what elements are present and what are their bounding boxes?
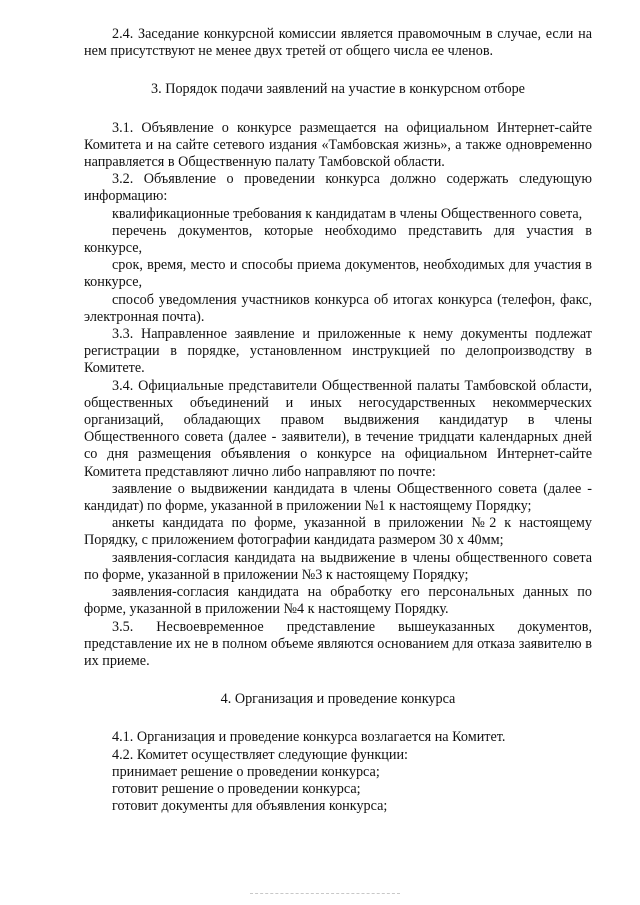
scan-artifact-line <box>250 893 400 895</box>
list-item-3-2-notification: способ уведомления участников конкурса об итогах конкурса (телефон, факс, электронная почта). <box>84 291 592 325</box>
paragraph-3-3: 3.3. Направленное заявление и приложенные к нему документы подлежат регистрации в порядке, установленном инструкцией по делопроизводству в Комитете. <box>84 326 592 377</box>
paragraph-3-5: 3.5. Несвоевременное представление вышеуказанных документов, представление их не в полном объеме являются основанием для отказа заявителю в их приеме. <box>84 618 592 669</box>
section-3-heading: 3. Порядок подачи заявлений на участие в конкурсном отборе <box>151 81 525 98</box>
section-4-heading: 4. Организация и проведение конкурса <box>220 691 456 708</box>
list-item-3-2-requirements: квалификационные требования к кандидатам в члены Общественного совета, <box>112 205 583 222</box>
list-item-3-2-terms: срок, время, место и способы приема документов, необходимых для участия в конкурсе, <box>84 257 592 291</box>
list-item-3-4-questionnaire: анкеты кандидата по форме, указанной в приложении №2 к настоящему Порядку, с приложением фотографии кандидата размером 30 х 40мм; <box>84 515 592 549</box>
list-item-3-4-consent-data: заявления-согласия кандидата на обработку его персональных данных по форме, указанной в приложении №4 к настоящему Порядку. <box>84 584 592 618</box>
paragraph-3-1: 3.1. Объявление о конкурсе размещается на официальном Интернет-сайте Комитета и на сайте сетевого издания «Тамбовская жизнь», а также одновременно направляется в Общественную палату Тамбовской области. <box>84 119 592 171</box>
list-item-3-4-application: заявление о выдвижении кандидата в члены Общественного совета (далее - кандидат) по форме, указанной в приложении №1 к настоящему Порядку; <box>84 480 592 515</box>
list-item-4-2-prepare-decision: готовит решение о проведении конкурса; <box>112 780 361 797</box>
paragraph-2-4: 2.4. Заседание конкурсной комиссии является правомочным в случае, если на нем присутствуют не менее двух третей от общего числа ее членов. <box>84 26 592 60</box>
paragraph-3-2: 3.2. Объявление о проведении конкурса должно содержать следующую информацию: <box>84 171 592 205</box>
document-page <box>84 26 592 815</box>
list-item-4-2-prepare-documents: готовит документы для объявления конкурса; <box>112 798 388 815</box>
paragraph-3-4: 3.4. Официальные представители Общественной палаты Тамбовской области, общественных объединений и иных негосударственных некоммерческих организаций, обладающих правом выдвижения кандидатур в члены Общественного совета (далее - заявители), в течение тридцати календарных дней со дня размещения объявления о конкурсе на официальном Интернет-сайте Комитета представляют лично либо направляют по почте: <box>84 377 592 480</box>
list-item-3-2-documents: перечень документов, которые необходимо представить для участия в конкурсе, <box>84 222 592 257</box>
paragraph-4-2: 4.2. Комитет осуществляет следующие функции: <box>112 746 409 763</box>
list-item-4-2-decision: принимает решение о проведении конкурса; <box>112 763 380 780</box>
list-item-3-4-consent-nomination: заявления-согласия кандидата на выдвижение в члены общественного совета по форме, указанной в приложении №3 к настоящему Порядку; <box>84 549 592 583</box>
paragraph-4-1: 4.1. Организация и проведение конкурса возлагается на Комитет. <box>112 729 506 746</box>
